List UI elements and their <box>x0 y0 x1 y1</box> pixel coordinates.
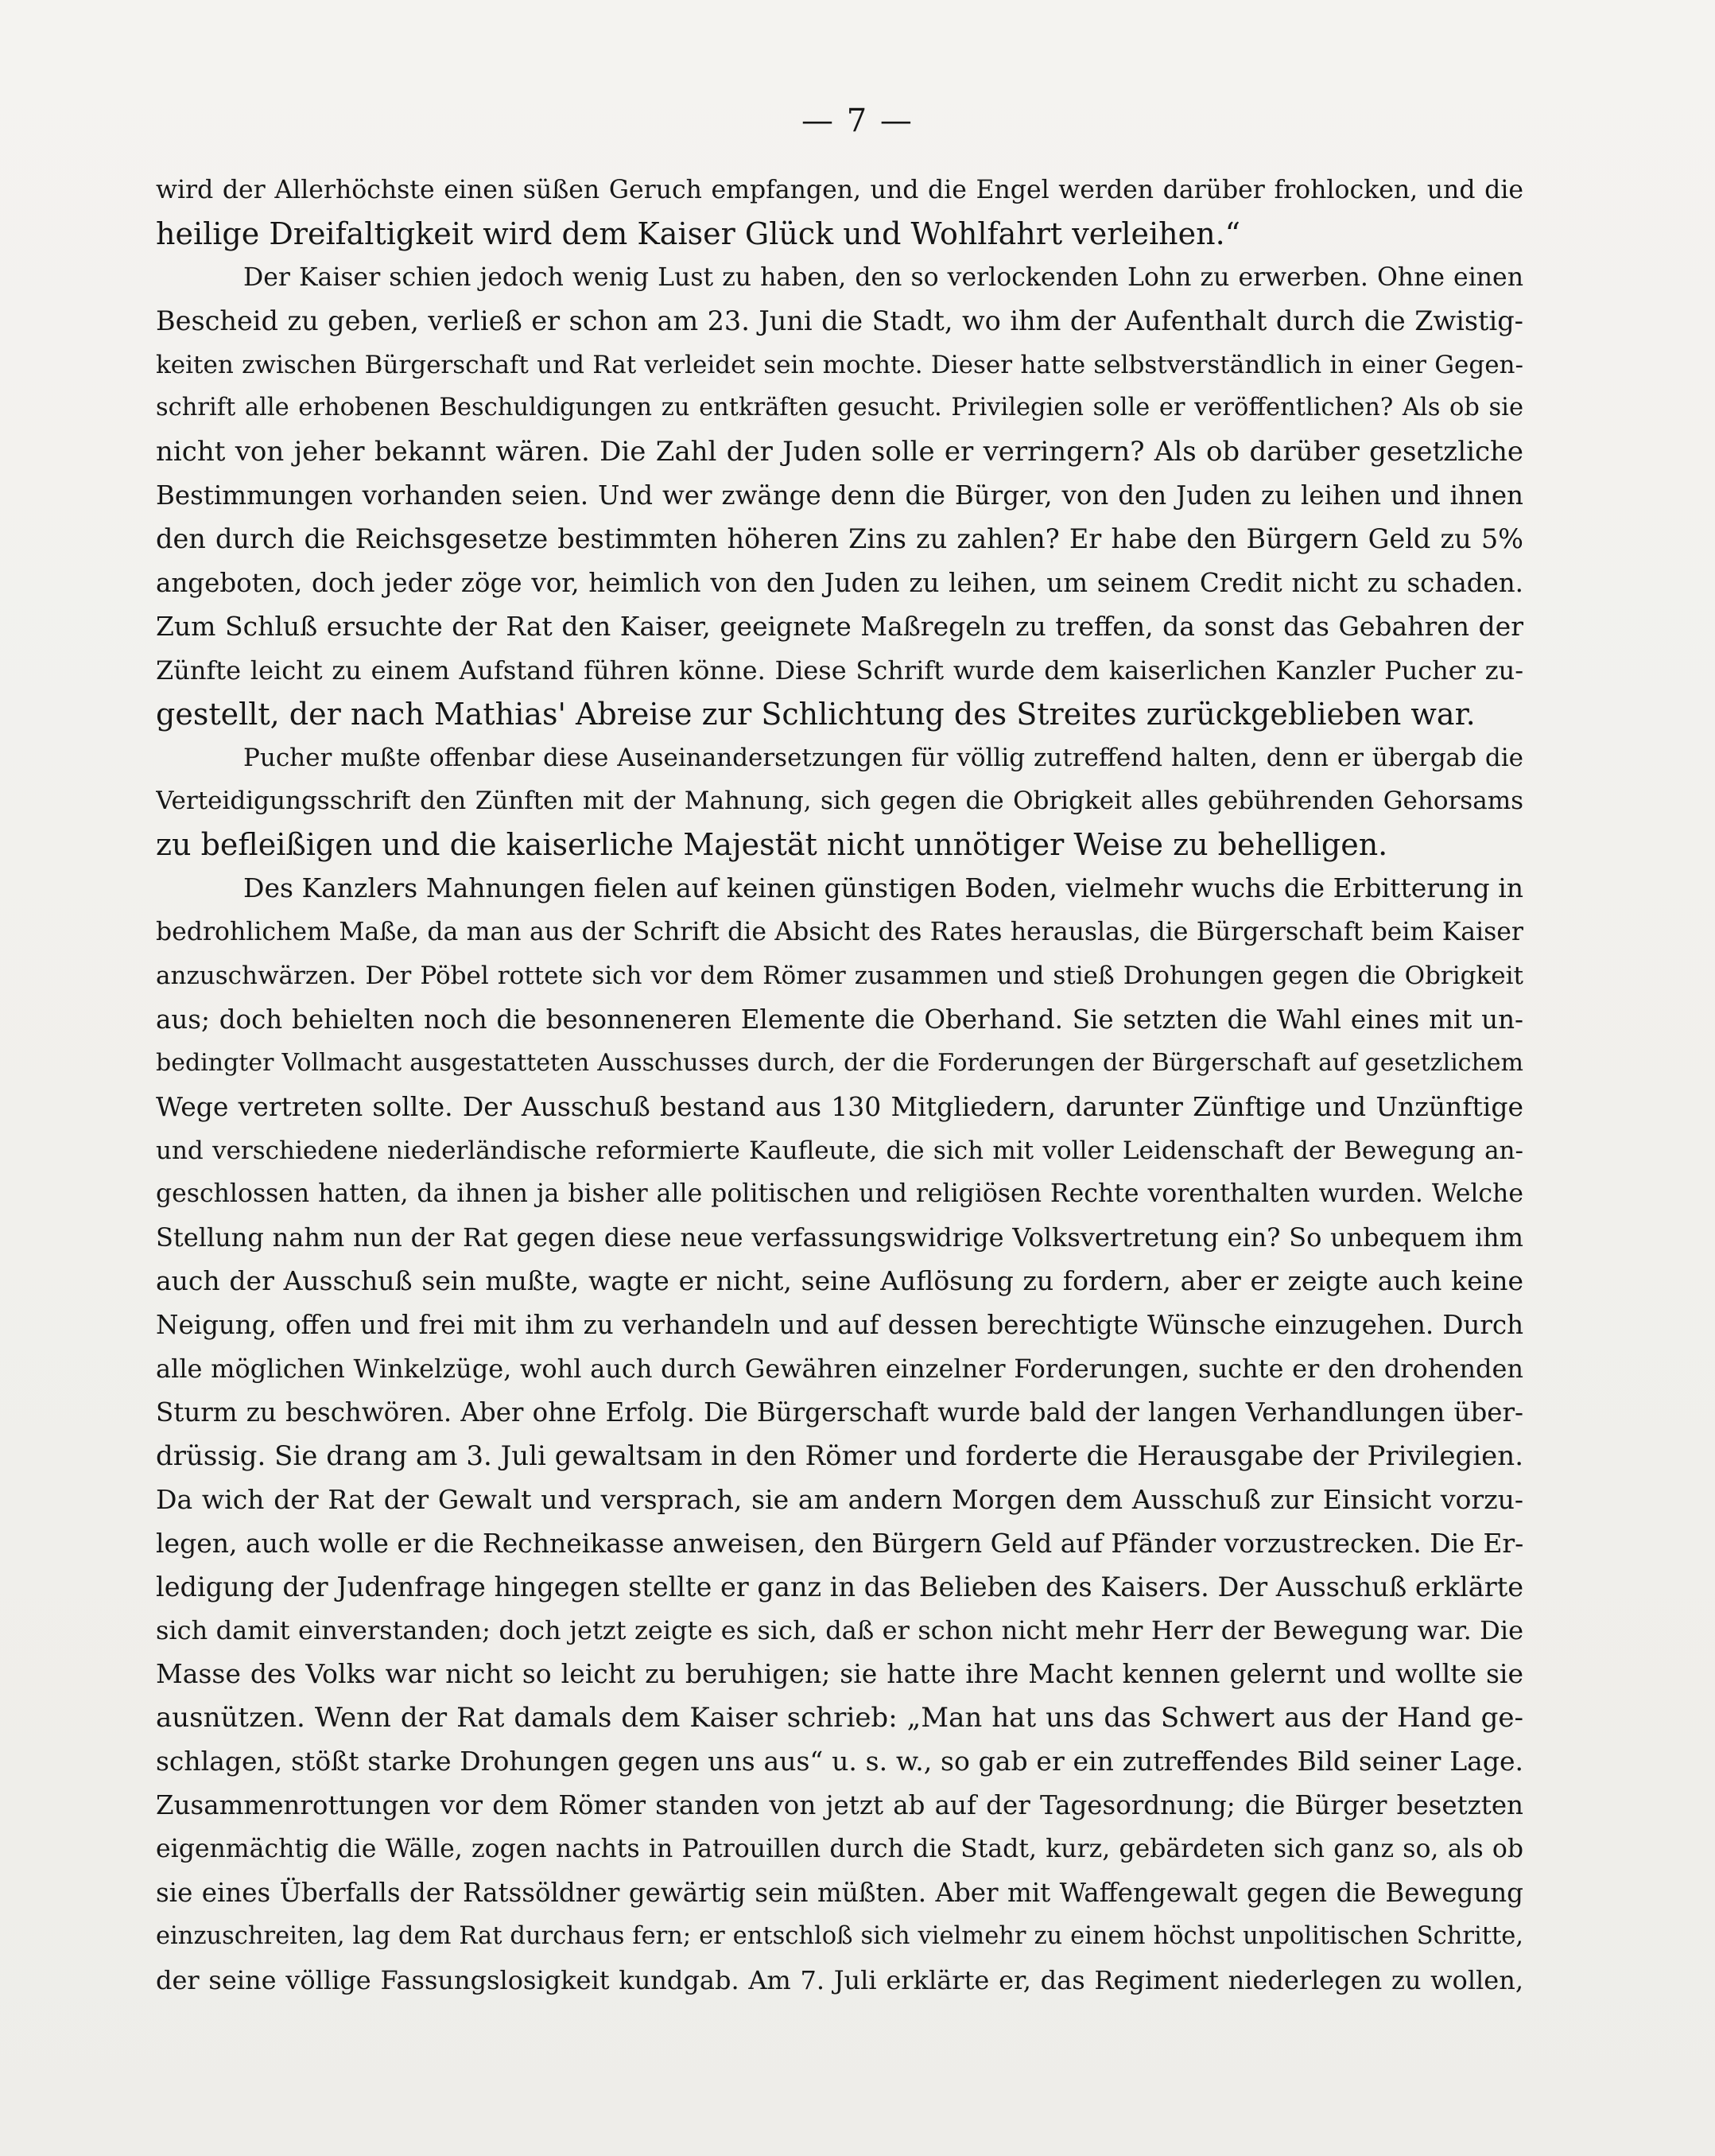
text-line: alle möglichen Winkelzüge, wohl auch durch Gewähren einzelner Forderungen, suchte er den drohenden <box>156 1354 1523 1385</box>
text-line: Zusammenrottungen vor dem Römer standen von jetzt ab auf der Tagesordnung; die Bürger besetzten <box>156 1789 1523 1820</box>
text-line: Wege vertreten sollte. Der Ausschuß bestand aus 130 Mitgliedern, darunter Zünftige und Unzünftige <box>156 1090 1523 1122</box>
text-line: auch der Ausschuß sein mußte, wagte er nicht, seine Auflösung zu fordern, aber er zeigte auch keine <box>156 1265 1523 1297</box>
text-line: Bestimmungen vorhanden seien. Und wer zwänge denn die Bürger, von den Juden zu leihen und ihnen <box>156 480 1523 511</box>
text-line: Stellung nahm nun der Rat gegen diese neue verfassungswidrige Volksvertretung ein? So unbequem ihm <box>156 1222 1523 1253</box>
text-line: der seine völlige Fassungslosigkeit kundgab. Am 7. Juli erklärte er, das Regiment niederlegen zu wollen, <box>156 1964 1523 1995</box>
text-line: Bescheid zu geben, verließ er schon am 23. Juni die Stadt, wo ihm der Aufenthalt durch die Zwistig- <box>156 305 1523 336</box>
body-text <box>156 169 1523 2002</box>
text-line: den durch die Reichsgesetze bestimmten höheren Zins zu zahlen? Er habe den Bürgern Geld zu 5% <box>156 523 1523 555</box>
text-line: wird der Allerhöchste einen süßen Geruch empfangen, und die Engel werden darüber frohlocken, und die <box>156 176 1523 204</box>
page-number: — 7 — <box>801 103 914 139</box>
text-line: zu befleißigen und die kaiserliche Majestät nicht unnötiger Weise zu behelligen. <box>156 827 1388 863</box>
text-line: ledigung der Judenfrage hingegen stellte er ganz in das Belieben des Kaisers. Der Ausschuß erklärte <box>156 1571 1523 1602</box>
text-line: bedingter Vollmacht ausgestatteten Ausschusses durch, der die Forderungen der Bürgerschaft auf gesetzlichem <box>156 1048 1523 1077</box>
text-line: keiten zwischen Bürgerschaft und Rat verleidet sein mochte. Dieser hatte selbstverständlich in einer Gegen- <box>156 350 1523 379</box>
text-line: drüssig. Sie drang am 3. Juli gewaltsam in den Römer und forderte die Herausgabe der Privilegien. <box>156 1439 1523 1472</box>
text-line: Sturm zu beschwören. Aber ohne Erfolg. Die Bürgerschaft wurde bald der langen Verhandlungen über- <box>156 1397 1523 1428</box>
text-line: einzuschreiten, lag dem Rat durchaus fern; er entschloß sich vielmehr zu einem höchst unpolitischen Schritte, <box>156 1921 1523 1950</box>
text-line: schrift alle erhobenen Beschuldigungen zu entkräften gesucht. Privilegien solle er veröffentlichen? Als ob sie <box>156 394 1523 422</box>
text-line: heilige Dreifaltigkeit wird dem Kaiser Glück und Wohlfahrt verleihen.“ <box>156 216 1241 251</box>
text-line: Zünfte leicht zu einem Aufstand führen könne. Diese Schrift wurde dem kaiserlichen Kanzler Pucher zu- <box>156 655 1523 686</box>
text-line: sich damit einverstanden; doch jetzt zeigte es sich, daß er schon nicht mehr Herr der Bewegung war. Die <box>156 1615 1523 1646</box>
text-line: aus; doch behielten noch die besonneneren Elemente die Oberhand. Sie setzten die Wahl eines mit un- <box>156 1004 1523 1035</box>
text-line: sie eines Überfalls der Ratssöldner gewärtig sein müßten. Aber mit Waffengewalt gegen die Bewegung <box>156 1877 1523 1908</box>
text-line: bedrohlichem Maße, da man aus der Schrift die Absicht des Rates herauslas, die Bürgerschaft beim Kaiser <box>156 918 1523 947</box>
text-line: Neigung, offen und frei mit ihm zu verhandeln und auf dessen berechtigte Wünsche einzugehen. Durch <box>156 1310 1523 1341</box>
text-line: Masse des Volks war nicht so leicht zu beruhigen; sie hatte ihre Macht kennen gelernt und wollte sie <box>156 1658 1523 1690</box>
text-line: Der Kaiser schien jedoch wenig Lust zu haben, den so verlockenden Lohn zu erwerben. Ohne einen <box>243 262 1523 292</box>
text-line: anzuschwärzen. Der Pöbel rottete sich vor dem Römer zusammen und stieß Drohungen gegen die Obrigkeit <box>156 961 1523 991</box>
text-line: Des Kanzlers Mahnungen fielen auf keinen günstigen Boden, vielmehr wuchs die Erbitterung in <box>243 872 1523 904</box>
text-line: Pucher mußte offenbar diese Auseinandersetzungen für völlig zutreffend halten, denn er übergab die <box>243 743 1523 772</box>
text-line: und verschiedene niederländische reformierte Kaufleute, die sich mit voller Leidenschaft der Bewegung an- <box>156 1136 1523 1165</box>
text-line: geschlossen hatten, da ihnen ja bisher alle politischen und religiösen Rechte vorenthalten wurden. Welche <box>156 1179 1523 1209</box>
text-line: Verteidigungsschrift den Zünften mit der Mahnung, sich gegen die Obrigkeit alles gebührenden Gehorsams <box>156 787 1523 816</box>
text-line: nicht von jeher bekannt wären. Die Zahl der Juden solle er verringern? Als ob darüber gesetzliche <box>156 436 1523 468</box>
text-line: legen, auch wolle er die Rechneikasse anweisen, den Bürgern Geld auf Pfänder vorzustrecken. Die Er- <box>156 1527 1523 1559</box>
text-line: ausnützen. Wenn der Rat damals dem Kaiser schrieb: „Man hat uns das Schwert aus der Hand ge- <box>156 1702 1523 1735</box>
text-line: schlagen, stößt starke Drohungen gegen uns aus“ u. s. w., so gab er ein zutreffendes Bild seiner Lage. <box>156 1746 1523 1777</box>
text-line: Da wich der Rat der Gewalt und versprach, sie am andern Morgen dem Ausschuß zur Einsicht vorzu- <box>156 1483 1523 1515</box>
text-line: angeboten, doch jeder zöge vor, heimlich von den Juden zu leihen, um seinem Credit nicht zu schaden. <box>156 568 1523 599</box>
text-line: eigenmächtig die Wälle, zogen nachts in Patrouillen durch die Stadt, kurz, gebärdeten sich ganz so, als ob <box>156 1834 1523 1863</box>
text-line: gestellt, der nach Mathias' Abreise zur Schlichtung des Streites zurückgeblieben war. <box>156 696 1476 732</box>
text-line: Zum Schluß ersuchte der Rat den Kaiser, geeignete Maßregeln zu treffen, da sonst das Gebahren der <box>156 610 1523 642</box>
